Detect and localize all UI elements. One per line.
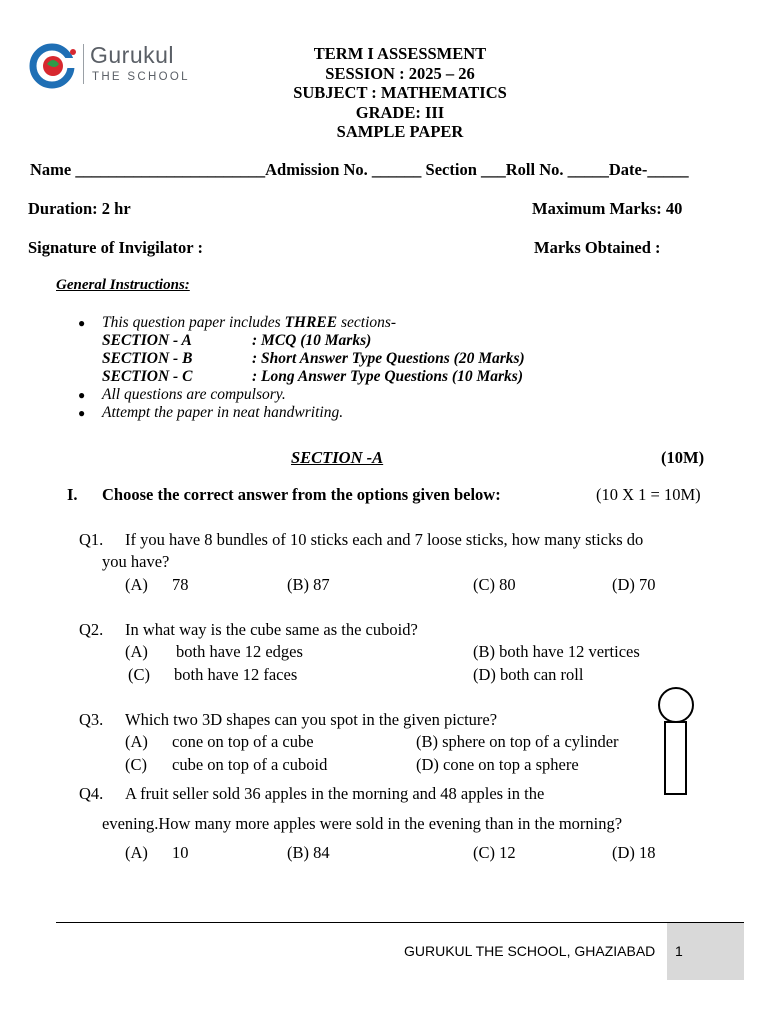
part-instruction: Choose the correct answer from the options given below: bbox=[102, 485, 501, 504]
bullet-icon: ● bbox=[78, 406, 86, 420]
q1-option-b: (B) 87 bbox=[287, 575, 330, 594]
logo-tagline: THE SCHOOL bbox=[92, 71, 190, 83]
section-c-name: SECTION - C bbox=[102, 368, 193, 385]
q1-option-a: 78 bbox=[172, 575, 189, 594]
subject-line: SUBJECT : MATHEMATICS bbox=[293, 83, 507, 102]
section-c-desc: : Long Answer Type Questions (10 Marks) bbox=[252, 368, 523, 385]
section-a-marks: (10M) bbox=[661, 448, 705, 467]
instruction-compulsory: All questions are compulsory. bbox=[102, 386, 286, 403]
session-line: SESSION : 2025 – 26 bbox=[325, 64, 475, 83]
q2-option-b: (B) both have 12 vertices bbox=[473, 642, 640, 661]
q4-option-a: 10 bbox=[172, 843, 189, 862]
q4-option-a-label: (A) bbox=[125, 843, 148, 862]
instructions-heading: General Instructions: bbox=[56, 277, 190, 293]
cylinder-shape bbox=[665, 722, 686, 794]
q1-option-a-label: (A) bbox=[125, 575, 148, 594]
instruction-handwriting: Attempt the paper in neat handwriting. bbox=[102, 404, 344, 421]
q2-option-d: (D) both can roll bbox=[473, 665, 584, 684]
q1-option-d: (D) 70 bbox=[612, 575, 656, 594]
section-b-desc: : Short Answer Type Questions (20 Marks) bbox=[252, 350, 525, 367]
invigilator-signature: Signature of Invigilator : bbox=[28, 238, 203, 257]
footer-divider bbox=[56, 922, 744, 923]
sphere-shape bbox=[659, 688, 693, 722]
q2-number: Q2. bbox=[79, 620, 104, 639]
q3-number: Q3. bbox=[79, 710, 104, 729]
instruction-sections-intro: This question paper includes THREE sections- bbox=[102, 314, 397, 331]
grade-line: GRADE: III bbox=[355, 103, 445, 122]
q3-option-b: (B) sphere on top of a cylinder bbox=[416, 732, 619, 751]
part-marks: (10 X 1 = 10M) bbox=[596, 485, 701, 504]
q3-option-a-label: (A) bbox=[125, 732, 148, 751]
school-logo bbox=[28, 40, 188, 92]
q3-option-c-label: (C) bbox=[125, 755, 147, 774]
q3-option-a: cone on top of a cube bbox=[172, 732, 314, 751]
exam-title: TERM I ASSESSMENT bbox=[313, 44, 487, 63]
paper-type-line: SAMPLE PAPER bbox=[336, 122, 464, 141]
sphere-on-cylinder-picture bbox=[652, 684, 702, 800]
page-number: 1 bbox=[675, 943, 683, 959]
part-number: I. bbox=[67, 485, 78, 504]
student-details-line: Name _______________________Admission No. ______ Section ___Roll No. _____Date-_____ bbox=[30, 160, 689, 179]
q3-option-d: (D) cone on top a sphere bbox=[416, 755, 579, 774]
q4-number: Q4. bbox=[79, 784, 104, 803]
gurukul-logo-icon bbox=[28, 40, 82, 92]
footer-school-name: GURUKUL THE SCHOOL, GHAZIABAD bbox=[404, 943, 656, 959]
duration: Duration: 2 hr bbox=[28, 199, 131, 218]
q4-text-line1: A fruit seller sold 36 apples in the morning and 48 apples in the bbox=[125, 784, 545, 803]
q1-text-line2: you have? bbox=[102, 552, 170, 571]
q1-text-line1: If you have 8 bundles of 10 sticks each and 7 loose sticks, how many sticks do bbox=[125, 530, 644, 549]
q4-option-d: (D) 18 bbox=[612, 843, 656, 862]
q2-option-a-label: (A) bbox=[125, 642, 148, 661]
q3-option-c: cube on top of a cuboid bbox=[172, 755, 328, 774]
marks-obtained: Marks Obtained : bbox=[534, 238, 661, 257]
logo-name: Gurukul bbox=[90, 42, 175, 68]
bullet-icon: ● bbox=[78, 316, 86, 330]
q4-option-c: (C) 12 bbox=[473, 843, 516, 862]
q4-option-b: (B) 84 bbox=[287, 843, 330, 862]
q1-number: Q1. bbox=[79, 530, 104, 549]
section-a-title: SECTION -A bbox=[291, 448, 384, 467]
q2-option-a: both have 12 edges bbox=[176, 642, 303, 661]
section-a-desc: : MCQ (10 Marks) bbox=[252, 332, 372, 349]
q3-text: Which two 3D shapes can you spot in the given picture? bbox=[125, 710, 498, 729]
q2-option-c: both have 12 faces bbox=[174, 665, 298, 684]
q4-text-line2: evening.How many more apples were sold in the evening than in the morning? bbox=[102, 814, 623, 833]
maximum-marks: Maximum Marks: 40 bbox=[532, 199, 683, 218]
section-a-name: SECTION - A bbox=[102, 332, 192, 349]
section-b-name: SECTION - B bbox=[102, 350, 193, 367]
q1-option-c: (C) 80 bbox=[473, 575, 516, 594]
bullet-icon: ● bbox=[78, 388, 86, 402]
q2-option-c-label: (C) bbox=[128, 665, 150, 684]
q2-text: In what way is the cube same as the cuboid? bbox=[125, 620, 418, 639]
